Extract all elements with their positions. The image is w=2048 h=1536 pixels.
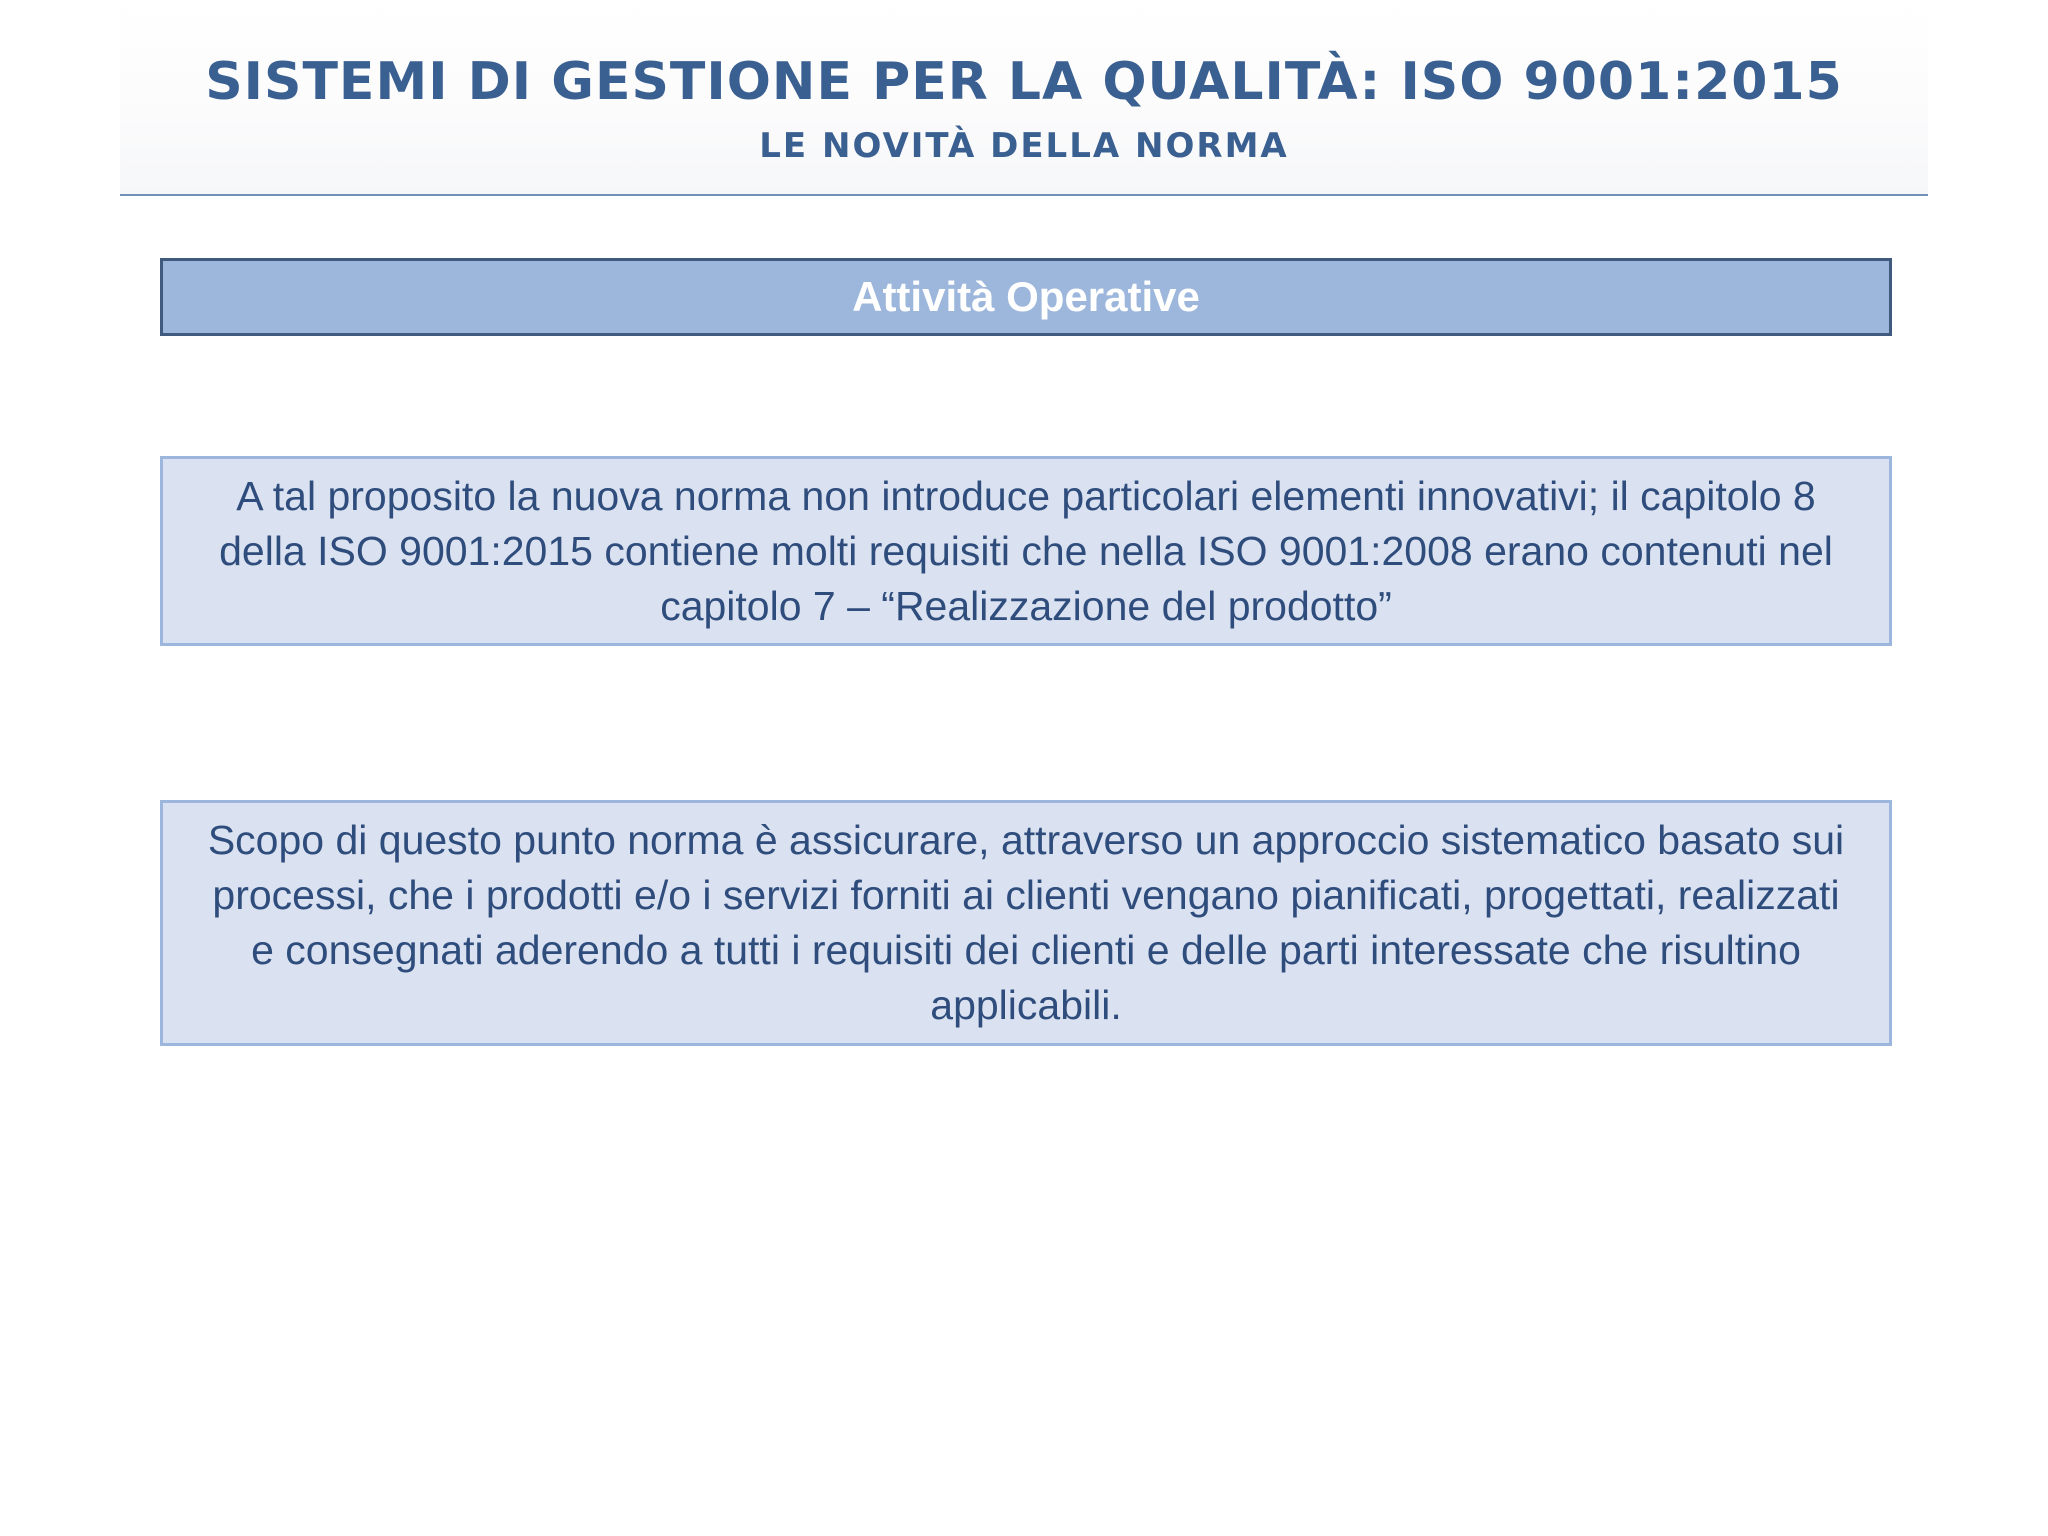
slide-header [120, 0, 1928, 196]
text-box-chapter-8 [160, 456, 1892, 646]
text-box-scope-text: Scopo di questo punto norma è assicurare, attraverso un approccio sistematico basato sui processi, che i prodotti e/o i servizi forniti ai clienti vengano pianificati, progettati, realizzati e consegnati aderendo a tutti i requisiti dei clienti e delle parti interessate che risultino applicabili. [207, 817, 1845, 1028]
section-header-label: Attività Operative [852, 273, 1200, 320]
text-box-chapter-8-text: A tal proposito la nuova norma non introduce particolari elementi innovativi; il capitolo 8 della ISO 9001:2015 contiene molti requisiti che nella ISO 9001:2008 erano contenuti nel capitolo 7 – “Realizzazione del prodotto” [219, 472, 1833, 629]
section-header-bar [160, 258, 1892, 336]
slide-subtitle: LE NOVITÀ DELLA NORMA [759, 126, 1289, 166]
slide-title: SISTEMI DI GESTIONE PER LA QUALITÀ: ISO 9001:2015 [205, 52, 1843, 112]
text-box-scope [160, 800, 1892, 1046]
